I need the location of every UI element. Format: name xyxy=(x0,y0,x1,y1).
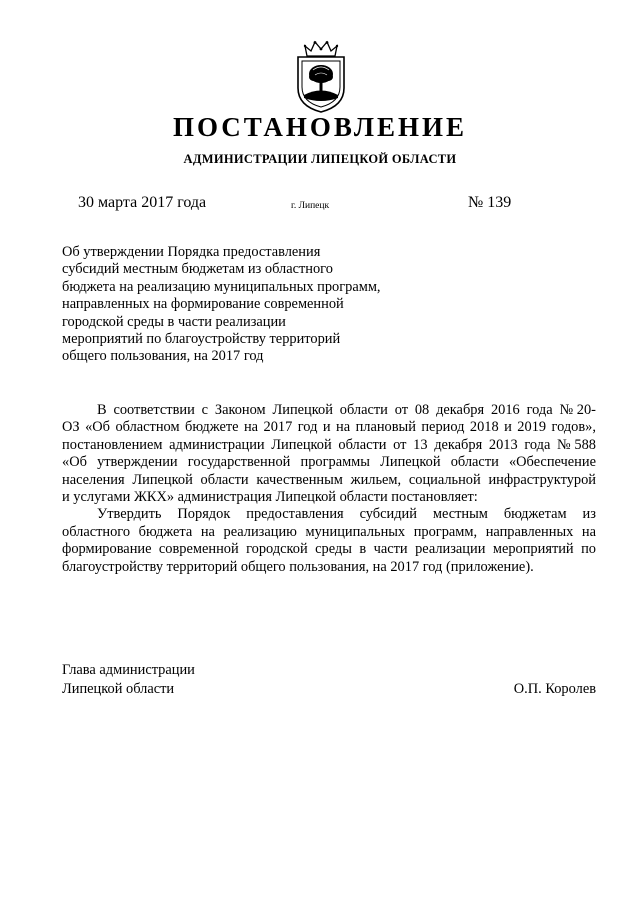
word: Липецкой xyxy=(271,436,332,453)
paragraph-line xyxy=(62,454,596,471)
subject-line: городской среды в части реализации xyxy=(62,313,286,330)
paragraph-line xyxy=(62,437,596,454)
word: от xyxy=(393,436,407,453)
word: Липецкой xyxy=(132,471,193,488)
word: современной xyxy=(158,541,239,558)
paragraph-line: благоустройству территорий общего пользования, на 2017 год (приложение). xyxy=(62,558,534,575)
word: социальной xyxy=(408,471,481,488)
word: № 588 xyxy=(557,436,596,453)
word: год xyxy=(297,419,318,436)
word: 13 xyxy=(413,436,428,453)
word: постановлением xyxy=(62,436,163,453)
word: области xyxy=(450,454,499,471)
word: 2018 xyxy=(469,419,499,436)
word: период xyxy=(421,419,465,436)
word: бюджете xyxy=(185,419,239,436)
word: местным xyxy=(432,506,488,523)
word: жильем, xyxy=(350,471,402,488)
subject-line: общего пользования, на 2017 год xyxy=(62,348,264,365)
word: 2017 xyxy=(263,419,293,436)
word: городской xyxy=(246,541,308,558)
word: населения xyxy=(62,471,125,488)
document-body xyxy=(62,402,596,576)
word: реализацию xyxy=(223,523,297,540)
word: соответствии xyxy=(113,402,195,418)
word: Липецкой xyxy=(380,454,441,471)
word: от xyxy=(394,402,408,418)
word: 2013 xyxy=(488,436,518,453)
word: декабря xyxy=(434,436,483,453)
coat-of-arms-icon xyxy=(293,40,349,114)
word: декабря xyxy=(436,402,485,418)
signatory-name: О.П. Королев xyxy=(513,681,596,697)
word: муниципальных xyxy=(305,523,406,540)
word: формирование xyxy=(62,541,152,558)
word: 08 xyxy=(414,402,430,418)
document-subject xyxy=(62,244,412,366)
signatory-region: Липецкой области xyxy=(62,681,175,697)
word: качественным xyxy=(256,471,343,488)
issuer-subtitle: АДМИНИСТРАЦИИ ЛИПЕЦКОЙ ОБЛАСТИ xyxy=(183,152,457,166)
word: года xyxy=(524,436,551,453)
word: годов», xyxy=(551,419,596,436)
subject-line: Об утверждении Порядка предоставления xyxy=(62,244,321,260)
word: на xyxy=(243,419,259,436)
document-city: г. Липецк xyxy=(291,201,330,211)
word: мероприятий xyxy=(492,541,574,558)
body-paragraph-1 xyxy=(62,402,596,506)
body-paragraph-2 xyxy=(62,506,596,576)
document-date: 30 марта 2017 года xyxy=(78,194,207,211)
paragraph-line xyxy=(62,506,596,523)
word: на xyxy=(200,523,215,540)
word: программ, xyxy=(413,523,478,540)
word: бюджета xyxy=(138,523,193,540)
word: 2019 xyxy=(517,419,547,436)
word: администрации xyxy=(169,436,265,453)
word: Липецкой xyxy=(272,402,333,418)
word: субсидий xyxy=(359,506,417,523)
word: с xyxy=(201,402,209,418)
word: областном xyxy=(115,419,180,436)
word: в xyxy=(359,541,367,558)
word: области xyxy=(338,436,387,453)
word: предоставления xyxy=(246,506,344,523)
word: государственной xyxy=(187,454,291,471)
word: Утвердить xyxy=(97,506,162,523)
word: среды xyxy=(315,541,352,558)
word: 2016 xyxy=(490,402,520,418)
document-title: ПОСТАНОВЛЕНИЕ xyxy=(172,112,468,142)
subject-line: мероприятий по благоустройству территорий xyxy=(62,331,341,348)
subject-line: направленных на формирование современной xyxy=(62,296,344,313)
paragraph-line xyxy=(62,419,596,436)
document-number: № 139 xyxy=(468,194,512,211)
word: года xyxy=(526,402,553,418)
word: реализации xyxy=(415,541,486,558)
word: из xyxy=(582,506,596,523)
paragraph-line xyxy=(62,472,596,489)
word: и xyxy=(322,419,331,436)
word: программы xyxy=(300,454,370,471)
word: инфраструктурой xyxy=(488,471,596,488)
word: на xyxy=(581,523,596,540)
word: «Об xyxy=(85,419,110,436)
paragraph-line xyxy=(62,541,596,558)
paragraph-line xyxy=(62,402,596,419)
word: областного xyxy=(62,523,131,540)
word: бюджетам xyxy=(503,506,567,523)
signatory-position: Глава администрации xyxy=(62,662,195,678)
word: направленных xyxy=(485,523,574,540)
subject-line: субсидий местным бюджетам из областного xyxy=(62,261,333,278)
word: плановый xyxy=(355,419,416,436)
word: области xyxy=(339,402,388,418)
word: части xyxy=(373,541,408,558)
word: Законом xyxy=(214,402,266,418)
word: на xyxy=(336,419,351,436)
word: Порядок xyxy=(177,506,231,523)
word: и xyxy=(504,419,512,436)
word: по xyxy=(581,541,596,558)
signature-block xyxy=(62,661,596,699)
paragraph-line xyxy=(62,524,596,541)
word: «Обеспечение xyxy=(508,454,596,471)
word: области xyxy=(200,471,249,488)
word: № 20- xyxy=(559,402,596,418)
paragraph-line: и услугами ЖКХ» администрация Липецкой области постановляет: xyxy=(62,489,478,506)
word: утверждении xyxy=(97,454,178,471)
subject-line: бюджета на реализацию муниципальных программ, xyxy=(62,278,381,295)
word: В xyxy=(97,402,107,418)
word: «Об xyxy=(62,454,87,471)
word: ОЗ xyxy=(62,419,80,436)
